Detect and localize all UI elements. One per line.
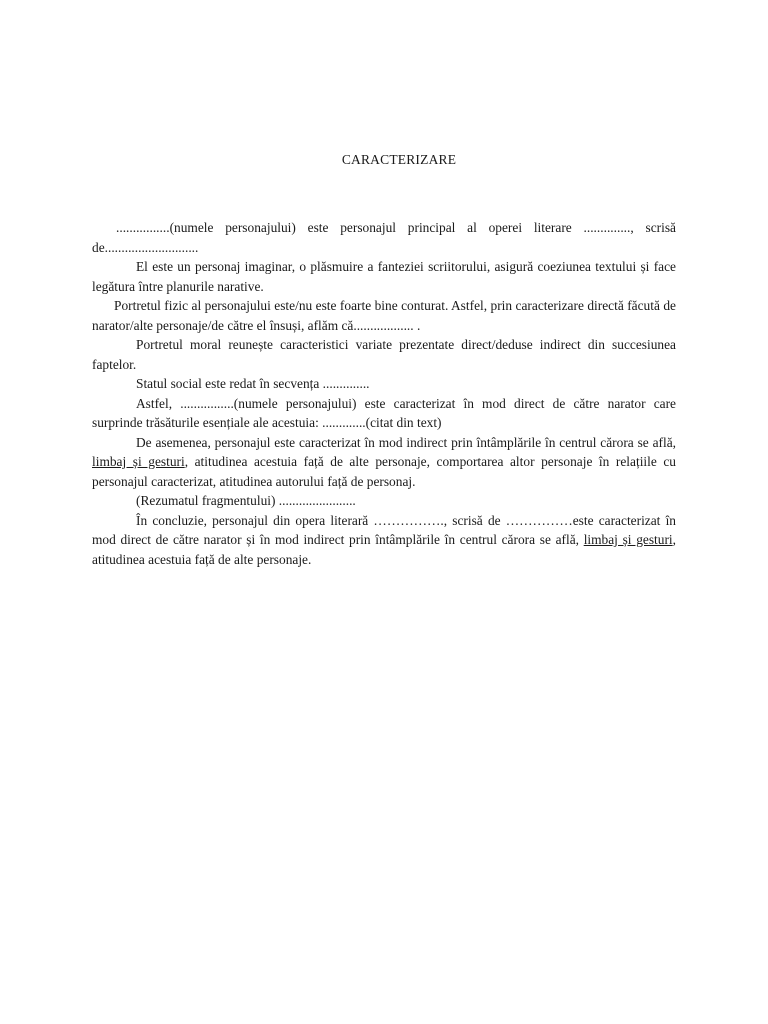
paragraph-text-before: De asemenea, personajul este caracterizat în mod indirect prin întâmplările în centrul cărora se află, <box>136 434 676 450</box>
paragraph-social-status: Statul social este redat în secvența .............. <box>136 376 370 391</box>
document-title: CARACTERIZARE <box>341 152 457 167</box>
underlined-phrase: limbaj și gesturi <box>583 532 673 547</box>
paragraph-physical-portrait: Portretul fizic al personajului este/nu este foarte bine conturat. Astfel, prin caracterizare directă făcută de narator/alte personaje/de către el însuși, aflăm că.................. . <box>92 298 676 333</box>
paragraph-moral-portrait: Portretul moral reunește caracteristici variate prezentate direct/deduse indirect din succesiunea faptelor. <box>92 337 676 372</box>
paragraph-conclusion <box>92 511 676 570</box>
paragraph-text-after: , atitudinea acestuia față de alte personaje, comportarea altor personaje în relațiile cu personajul caracterizat, atitudinea autorului față de personaj. <box>92 454 676 489</box>
paragraph-direct-characterization: Astfel, ................(numele personajului) este caracterizat în mod direct de către narator care surprinde trăsăturile esențiale ale acestuia: .............(citat din text) <box>92 395 676 430</box>
paragraph-intro: ................(numele personajului) este personajul principal al operei literare .............., scrisă de............................ <box>92 220 676 255</box>
underlined-phrase: limbaj și gesturi <box>92 454 185 469</box>
paragraph-text-before: În concluzie, personajul din opera literară ……………., scrisă de ……………este caracterizat în mod direct de către narator și în mod indirect prin întâmplările în centrul cărora se află, <box>92 512 676 547</box>
paragraph-indirect-characterization <box>92 433 676 492</box>
paragraph-imaginary-character: El este un personaj imaginar, o plăsmuire a fanteziei scriitorului, asigură coeziunea textului și face legătura între planurile narative. <box>92 259 676 294</box>
paragraph-summary: (Rezumatul fragmentului) ....................... <box>136 493 356 508</box>
paragraph-text-after: , atitudinea acestuia față de alte personaje. <box>92 532 677 567</box>
document-body <box>92 218 676 569</box>
